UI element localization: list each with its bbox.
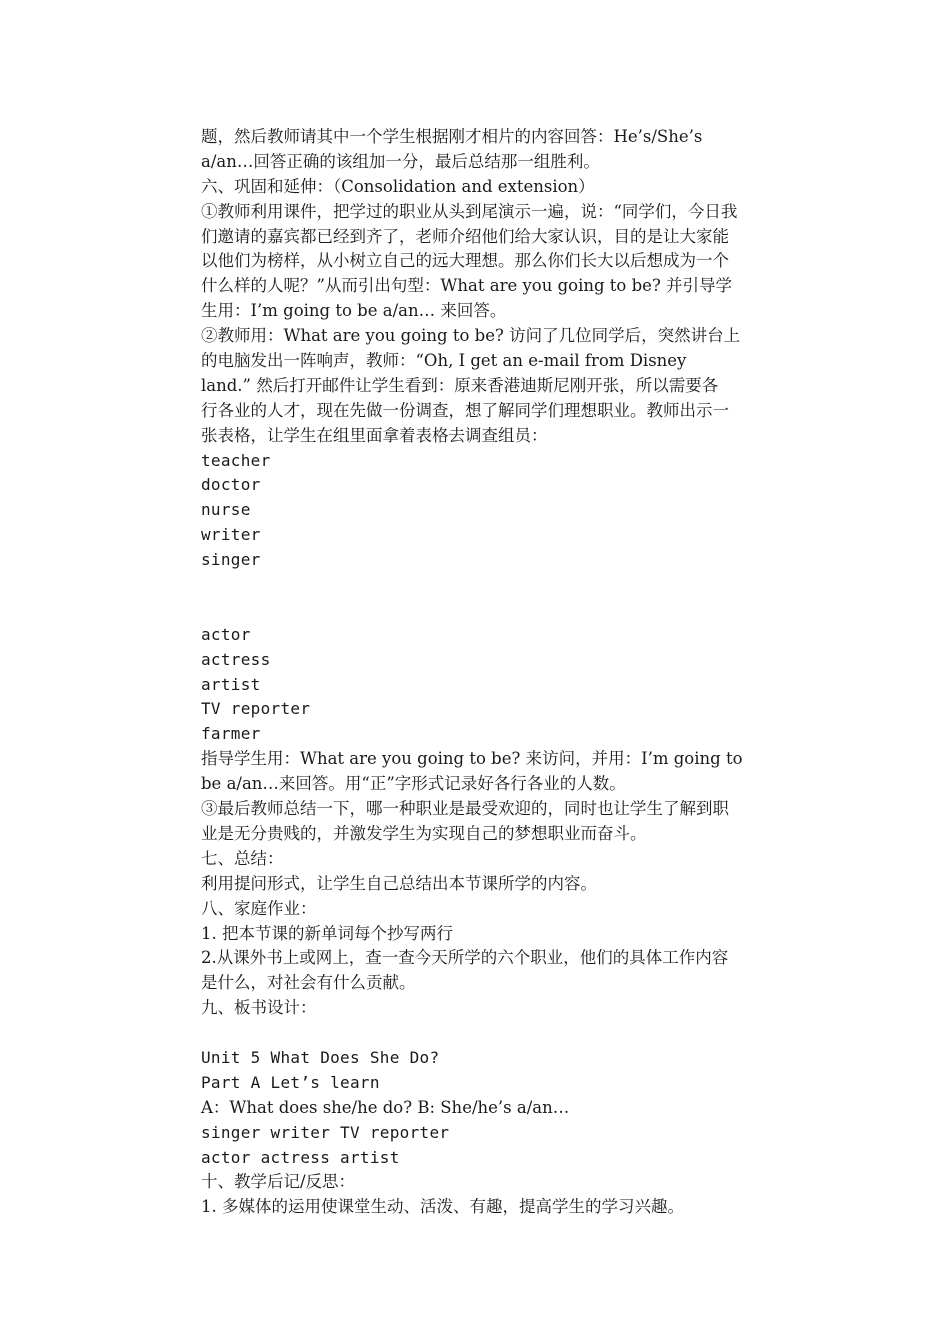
text-line: ①教师利用课件，把学过的职业从头到尾演示一遍，说：“同学们，今日我 xyxy=(201,201,738,221)
text-line: writer xyxy=(201,525,261,545)
text-line: teacher xyxy=(201,450,271,470)
text-line: artist xyxy=(201,674,261,694)
text-line: 七、总结： xyxy=(201,848,284,868)
text-line: 十、教学后记/反思： xyxy=(201,1172,356,1192)
text-line: 什么样的人呢？”从而引出句型：What are you going to be? 并引导学 xyxy=(201,276,733,296)
text-line: Part A Let’s learn xyxy=(201,1072,380,1092)
text-line: 八、家庭作业： xyxy=(201,898,317,918)
text-line: 九、板书设计： xyxy=(201,998,317,1018)
text-line: 以他们为榜样，从小树立自己的远大理想。那么你们长大以后想成为一个 xyxy=(201,251,729,271)
text-line: doctor xyxy=(201,475,261,495)
text-line: actress xyxy=(201,649,271,669)
blank-line xyxy=(201,573,811,598)
text-line: land.” 然后打开邮件让学生看到：原来香港迪斯尼刚开张，所以需要各 xyxy=(201,375,719,395)
text-line: A：What does she/he do? B: She/he’s a/an… xyxy=(201,1097,570,1117)
text-line: ③最后教师总结一下，哪一种职业是最受欢迎的，同时也让学生了解到职 xyxy=(201,799,729,819)
text-line: 是什么，对社会有什么贡献。 xyxy=(201,973,416,993)
text-line: 题，然后教师请其中一个学生根据刚才相片的内容回答：He’s/She’s xyxy=(201,127,703,146)
text-line: ②教师用：What are you going to be? 访问了几位同学后，突然讲台上 xyxy=(201,326,741,346)
text-line: 指导学生用：What are you going to be? 来访问，并用：I’m going to xyxy=(201,749,743,769)
text-line: TV reporter xyxy=(201,699,311,719)
text-line: a/an…回答正确的该组加一分，最后总结那一组胜利。 xyxy=(201,151,600,171)
text-line: 1. 把本节课的新单词每个抄写两行 xyxy=(201,923,453,943)
text-line: 利用提问形式，让学生自己总结出本节课所学的内容。 xyxy=(201,873,597,893)
document-body xyxy=(201,125,811,1220)
text-line: be a/an…来回答。用“正”字形式记录好各行各业的人数。 xyxy=(201,774,626,794)
blank-line xyxy=(201,1021,811,1046)
text-line: 六、巩固和延伸：（Consolidation and extension） xyxy=(201,176,595,196)
text-line: 生用：I’m going to be a/an… 来回答。 xyxy=(201,301,507,321)
text-line: nurse xyxy=(201,500,251,520)
blank-line xyxy=(201,598,811,623)
text-line: singer xyxy=(201,550,261,570)
text-line: 行各业的人才，现在先做一份调查，想了解同学们理想职业。教师出示一 xyxy=(201,400,729,420)
text-line: Unit 5 What Does She Do? xyxy=(201,1047,440,1067)
text-line: 们邀请的嘉宾都已经到齐了，老师介绍他们给大家认识，目的是让大家能 xyxy=(201,226,729,246)
text-line: actor actress artist xyxy=(201,1147,400,1167)
text-line: farmer xyxy=(201,724,261,744)
text-line: 1. 多媒体的运用使课堂生动、活泼、有趣，提高学生的学习兴趣。 xyxy=(201,1197,684,1217)
text-line: 张表格，让学生在组里面拿着表格去调查组员： xyxy=(201,425,548,445)
text-line: 业是无分贵贱的，并激发学生为实现自己的梦想职业而奋斗。 xyxy=(201,823,647,843)
text-line: actor xyxy=(201,624,251,644)
text-line: 2.从课外书上或网上，查一查今天所学的六个职业，他们的具体工作内容 xyxy=(201,948,729,968)
text-line: singer writer TV reporter xyxy=(201,1122,450,1142)
text-line: 的电脑发出一阵响声，教师：“Oh, I get an e-mail from Disney xyxy=(201,351,687,371)
